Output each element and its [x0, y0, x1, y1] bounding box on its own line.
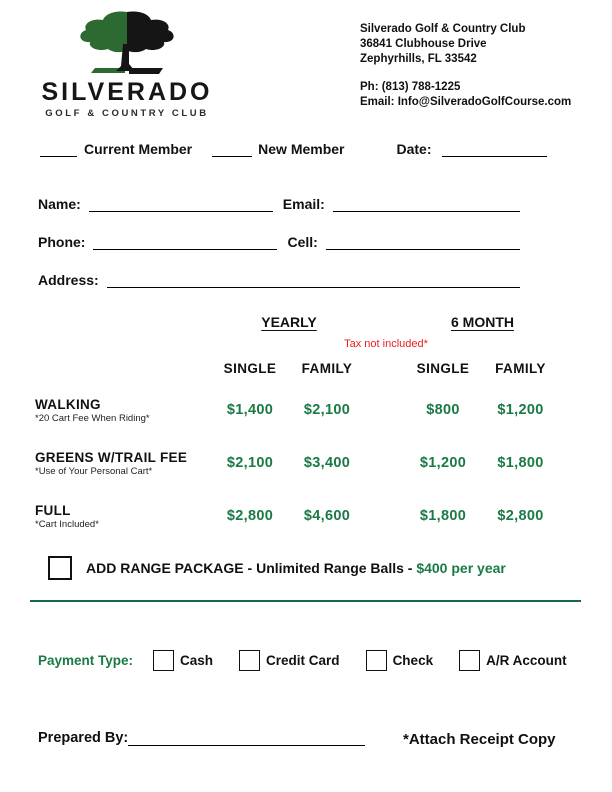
- ar-account-label: A/R Account: [486, 653, 567, 668]
- logo-wordmark: SILVERADO: [41, 78, 213, 106]
- single-yearly-header: SINGLE: [223, 361, 277, 376]
- range-package-text: [86, 560, 506, 576]
- plan-name: GREENS W/TRAIL FEE: [35, 449, 188, 465]
- payment-option-cash: [153, 650, 213, 671]
- price-value: $3,400: [303, 455, 351, 471]
- row-label: [35, 450, 212, 477]
- credit-card-checkbox[interactable]: [239, 650, 260, 671]
- club-street: 36841 Clubhouse Drive: [360, 38, 487, 50]
- pricing-row-walking: [35, 393, 563, 427]
- new-member-blank[interactable]: [212, 143, 252, 157]
- plan-note: *Cart Included*: [35, 518, 99, 530]
- date-blank[interactable]: [442, 143, 547, 157]
- phone-cell-row: [38, 234, 520, 250]
- price-value: $1,800: [419, 508, 467, 524]
- club-phone: Ph: (813) 788-1225: [360, 81, 461, 93]
- prepared-by-label: Prepared By:: [38, 730, 129, 746]
- current-member-label: Current Member: [84, 141, 193, 157]
- club-city: Zephyrhills, FL 33542: [360, 53, 477, 65]
- pricing-row-greens-trail: [35, 446, 563, 480]
- check-label: Check: [392, 653, 434, 668]
- phone-label: Phone:: [38, 234, 86, 250]
- family-yearly-header: FAMILY: [301, 361, 353, 376]
- payment-option-ar-account: [459, 650, 567, 671]
- single-6month-header: SINGLE: [416, 361, 470, 376]
- tax-note: Tax not included*: [344, 338, 428, 350]
- price-value: $1,200: [497, 402, 544, 418]
- date-label: Date:: [396, 141, 432, 157]
- pricing-row-full: [35, 499, 563, 533]
- payment-option-credit-card: [239, 650, 340, 671]
- name-input-line[interactable]: [89, 198, 273, 212]
- check-checkbox[interactable]: [366, 650, 387, 671]
- price-value: $4,600: [303, 508, 351, 524]
- credit-card-label: Credit Card: [266, 653, 340, 668]
- address-row: [38, 272, 520, 288]
- price-value: $1,400: [226, 402, 274, 418]
- price-value: $1,200: [419, 455, 467, 471]
- member-type-row: [40, 141, 547, 157]
- range-package-price: $400 per year: [416, 560, 506, 576]
- club-email: Email: Info@SilveradoGolfCourse.com: [360, 96, 572, 108]
- attach-receipt-note: *Attach Receipt Copy: [403, 731, 556, 748]
- name-email-row: [38, 196, 520, 212]
- pricing-table: [35, 314, 563, 533]
- plan-name: FULL: [35, 502, 71, 518]
- price-value: $2,800: [497, 508, 544, 524]
- address-input-line[interactable]: [107, 274, 520, 288]
- ar-account-checkbox[interactable]: [459, 650, 480, 671]
- email-input-line[interactable]: [333, 198, 520, 212]
- current-member-blank[interactable]: [40, 143, 77, 157]
- payment-option-check: [366, 650, 434, 671]
- price-value: $1,800: [497, 455, 544, 471]
- price-value: $2,100: [226, 455, 274, 471]
- tree-logo-icon: [75, 10, 179, 76]
- pricing-group-header-row: [35, 314, 563, 350]
- club-contact-block: [360, 22, 571, 110]
- plan-note: *Use of Your Personal Cart*: [35, 465, 153, 477]
- cell-input-line[interactable]: [326, 236, 520, 250]
- name-label: Name:: [38, 196, 81, 212]
- new-member-label: New Member: [258, 141, 345, 157]
- plan-note: *20 Cart Fee When Riding*: [35, 412, 150, 424]
- row-label: [35, 503, 212, 530]
- prepared-by-input-line[interactable]: [128, 732, 365, 746]
- cash-checkbox[interactable]: [153, 650, 174, 671]
- price-value: $2,800: [226, 508, 274, 524]
- section-divider: [30, 600, 581, 602]
- family-6month-header: FAMILY: [495, 361, 546, 376]
- six-month-header: 6 MONTH: [451, 314, 514, 330]
- prepared-by-row: [38, 730, 365, 746]
- logo-subtitle: GOLF & COUNTRY CLUB: [45, 108, 209, 119]
- pricing-column-header-row: [35, 361, 563, 376]
- phone-input-line[interactable]: [93, 236, 277, 250]
- range-package-label: ADD RANGE PACKAGE - Unlimited Range Balls -: [86, 560, 417, 576]
- range-package-checkbox[interactable]: [48, 556, 72, 580]
- row-label: [35, 397, 212, 424]
- price-value: $2,100: [303, 402, 351, 418]
- email-label: Email:: [282, 196, 325, 212]
- cash-label: Cash: [180, 653, 214, 668]
- payment-type-label: Payment Type:: [38, 653, 134, 668]
- price-value: $800: [426, 402, 460, 418]
- plan-name: WALKING: [35, 396, 101, 412]
- cell-label: Cell:: [287, 234, 318, 250]
- range-package-row: [48, 556, 506, 580]
- address-label: Address:: [38, 272, 99, 288]
- payment-type-row: [38, 650, 593, 671]
- club-name: Silverado Golf & Country Club: [360, 23, 526, 35]
- yearly-header: YEARLY: [261, 314, 317, 330]
- club-logo: [38, 10, 216, 119]
